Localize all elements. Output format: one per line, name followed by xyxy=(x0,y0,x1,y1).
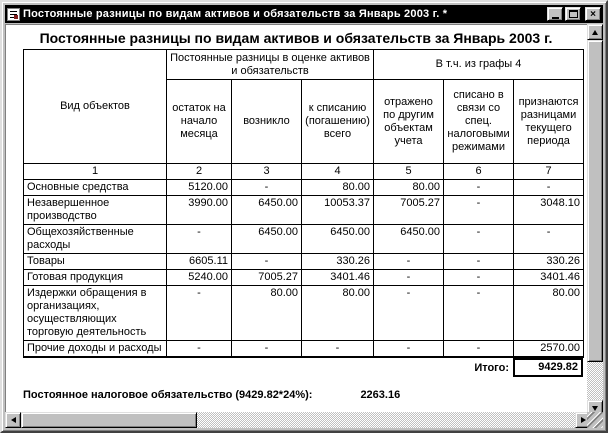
cell-value: - xyxy=(232,341,302,358)
tax-liability-line xyxy=(23,389,589,401)
column-number: 2 xyxy=(167,164,232,180)
column-header-object-type: Вид объектов xyxy=(24,50,167,164)
column-header-reflected-other-objects: отражено по другим объектам учета xyxy=(374,80,444,164)
row-label: Готовая продукция xyxy=(24,270,167,286)
cell-value: - xyxy=(444,341,514,358)
row-label: Основные средства xyxy=(24,180,167,196)
cell-value: - xyxy=(444,286,514,341)
table-row xyxy=(24,254,584,270)
column-number: 5 xyxy=(374,164,444,180)
horizontal-scrollbar[interactable] xyxy=(5,412,591,428)
vertical-scroll-thumb[interactable] xyxy=(587,40,603,362)
cell-value: 6450.00 xyxy=(302,225,374,254)
cell-value: 10053.37 xyxy=(302,196,374,225)
cell-value: - xyxy=(167,225,232,254)
cell-value: - xyxy=(444,180,514,196)
maximize-button[interactable] xyxy=(565,7,581,21)
cell-value: - xyxy=(514,225,584,254)
cell-value: 6605.11 xyxy=(167,254,232,270)
window-title: Постоянные разницы по видам активов и обязательств за Январь 2003 г. * xyxy=(23,8,448,20)
arrow-right-icon xyxy=(581,417,586,423)
report-table xyxy=(23,49,584,358)
total-value: 9429.82 xyxy=(513,358,583,377)
cell-value: 3048.10 xyxy=(514,196,584,225)
group-header-from-column-4: В т.ч. из графы 4 xyxy=(374,50,584,80)
row-label: Общехозяйственные расходы xyxy=(24,225,167,254)
cell-value: - xyxy=(444,270,514,286)
column-header-arisen: возникло xyxy=(232,80,302,164)
table-row xyxy=(24,180,584,196)
total-label: Итого: xyxy=(474,361,509,374)
close-icon: × xyxy=(590,8,596,20)
row-label: Издержки обращения в организациях, осуществляющих торговую деятельность xyxy=(24,286,167,341)
cell-value: - xyxy=(374,286,444,341)
table-row xyxy=(24,270,584,286)
column-number: 3 xyxy=(232,164,302,180)
cell-value: 80.00 xyxy=(232,286,302,341)
total-line xyxy=(23,358,583,377)
cell-value: 3990.00 xyxy=(167,196,232,225)
cell-value: 6450.00 xyxy=(374,225,444,254)
maximize-icon xyxy=(569,10,578,18)
minimize-button[interactable] xyxy=(547,7,563,21)
cell-value: - xyxy=(374,254,444,270)
cell-value: 80.00 xyxy=(302,180,374,196)
cell-value: - xyxy=(444,225,514,254)
close-button[interactable] xyxy=(585,7,601,21)
cell-value: 330.26 xyxy=(302,254,374,270)
column-header-written-off-total: к списанию (погашению) всего xyxy=(302,80,374,164)
horizontal-scroll-thumb[interactable] xyxy=(21,412,197,428)
cell-value: 5240.00 xyxy=(167,270,232,286)
cell-value: - xyxy=(444,196,514,225)
cell-value: - xyxy=(167,286,232,341)
tax-liability-label: Постоянное налоговое обязательство (9429.82*24%): xyxy=(23,389,313,401)
column-number: 1 xyxy=(24,164,167,180)
table-row xyxy=(24,196,584,225)
vertical-scrollbar[interactable] xyxy=(587,24,603,416)
row-label: Товары xyxy=(24,254,167,270)
minimize-icon xyxy=(552,17,559,19)
cell-value: - xyxy=(167,341,232,358)
cell-value: - xyxy=(302,341,374,358)
table-row xyxy=(24,341,584,358)
cell-value: - xyxy=(374,270,444,286)
column-header-current-period-differences: признаются разницами текущего периода xyxy=(514,80,584,164)
resize-grip[interactable] xyxy=(587,412,603,428)
cell-value: - xyxy=(514,180,584,196)
group-header-permanent-differences: Постоянные разницы в оценке активов и обязательств xyxy=(167,50,374,80)
row-label: Прочие доходы и расходы xyxy=(24,341,167,358)
scroll-left-button[interactable] xyxy=(5,412,21,428)
table-number-row xyxy=(24,164,584,180)
title-bar[interactable] xyxy=(5,5,603,23)
cell-value: - xyxy=(374,341,444,358)
row-label: Незавершенное производство xyxy=(24,196,167,225)
cell-value: 6450.00 xyxy=(232,196,302,225)
column-number: 4 xyxy=(302,164,374,180)
column-number: 6 xyxy=(444,164,514,180)
tax-liability-value: 2263.16 xyxy=(360,389,401,401)
window-document-icon xyxy=(7,8,20,21)
cell-value: 80.00 xyxy=(374,180,444,196)
report-area xyxy=(5,24,590,416)
cell-value: 5120.00 xyxy=(167,180,232,196)
column-header-opening-balance: остаток на начало месяца xyxy=(167,80,232,164)
cell-value: - xyxy=(444,254,514,270)
column-number: 7 xyxy=(514,164,584,180)
cell-value: 6450.00 xyxy=(232,225,302,254)
cell-value: 7005.27 xyxy=(374,196,444,225)
cell-value: 3401.46 xyxy=(302,270,374,286)
cell-value: 2570.00 xyxy=(514,341,584,358)
arrow-down-icon xyxy=(592,406,598,411)
table-group-header-row xyxy=(24,50,584,80)
table-row xyxy=(24,286,584,341)
cell-value: 7005.27 xyxy=(232,270,302,286)
cell-value: - xyxy=(232,180,302,196)
arrow-left-icon xyxy=(11,417,16,423)
report-heading: Постоянные разницы по видам активов и обязательств за Январь 2003 г. xyxy=(39,30,553,46)
cell-value: - xyxy=(232,254,302,270)
scroll-up-button[interactable] xyxy=(587,24,603,40)
table-row xyxy=(24,225,584,254)
cell-value: 80.00 xyxy=(302,286,374,341)
cell-value: 3401.46 xyxy=(514,270,584,286)
arrow-up-icon xyxy=(592,30,598,35)
cell-value: 80.00 xyxy=(514,286,584,341)
column-header-special-tax-regimes: списано в связи со спец. налоговыми режимами xyxy=(444,80,514,164)
cell-value: 330.26 xyxy=(514,254,584,270)
report-table-body xyxy=(24,180,584,358)
